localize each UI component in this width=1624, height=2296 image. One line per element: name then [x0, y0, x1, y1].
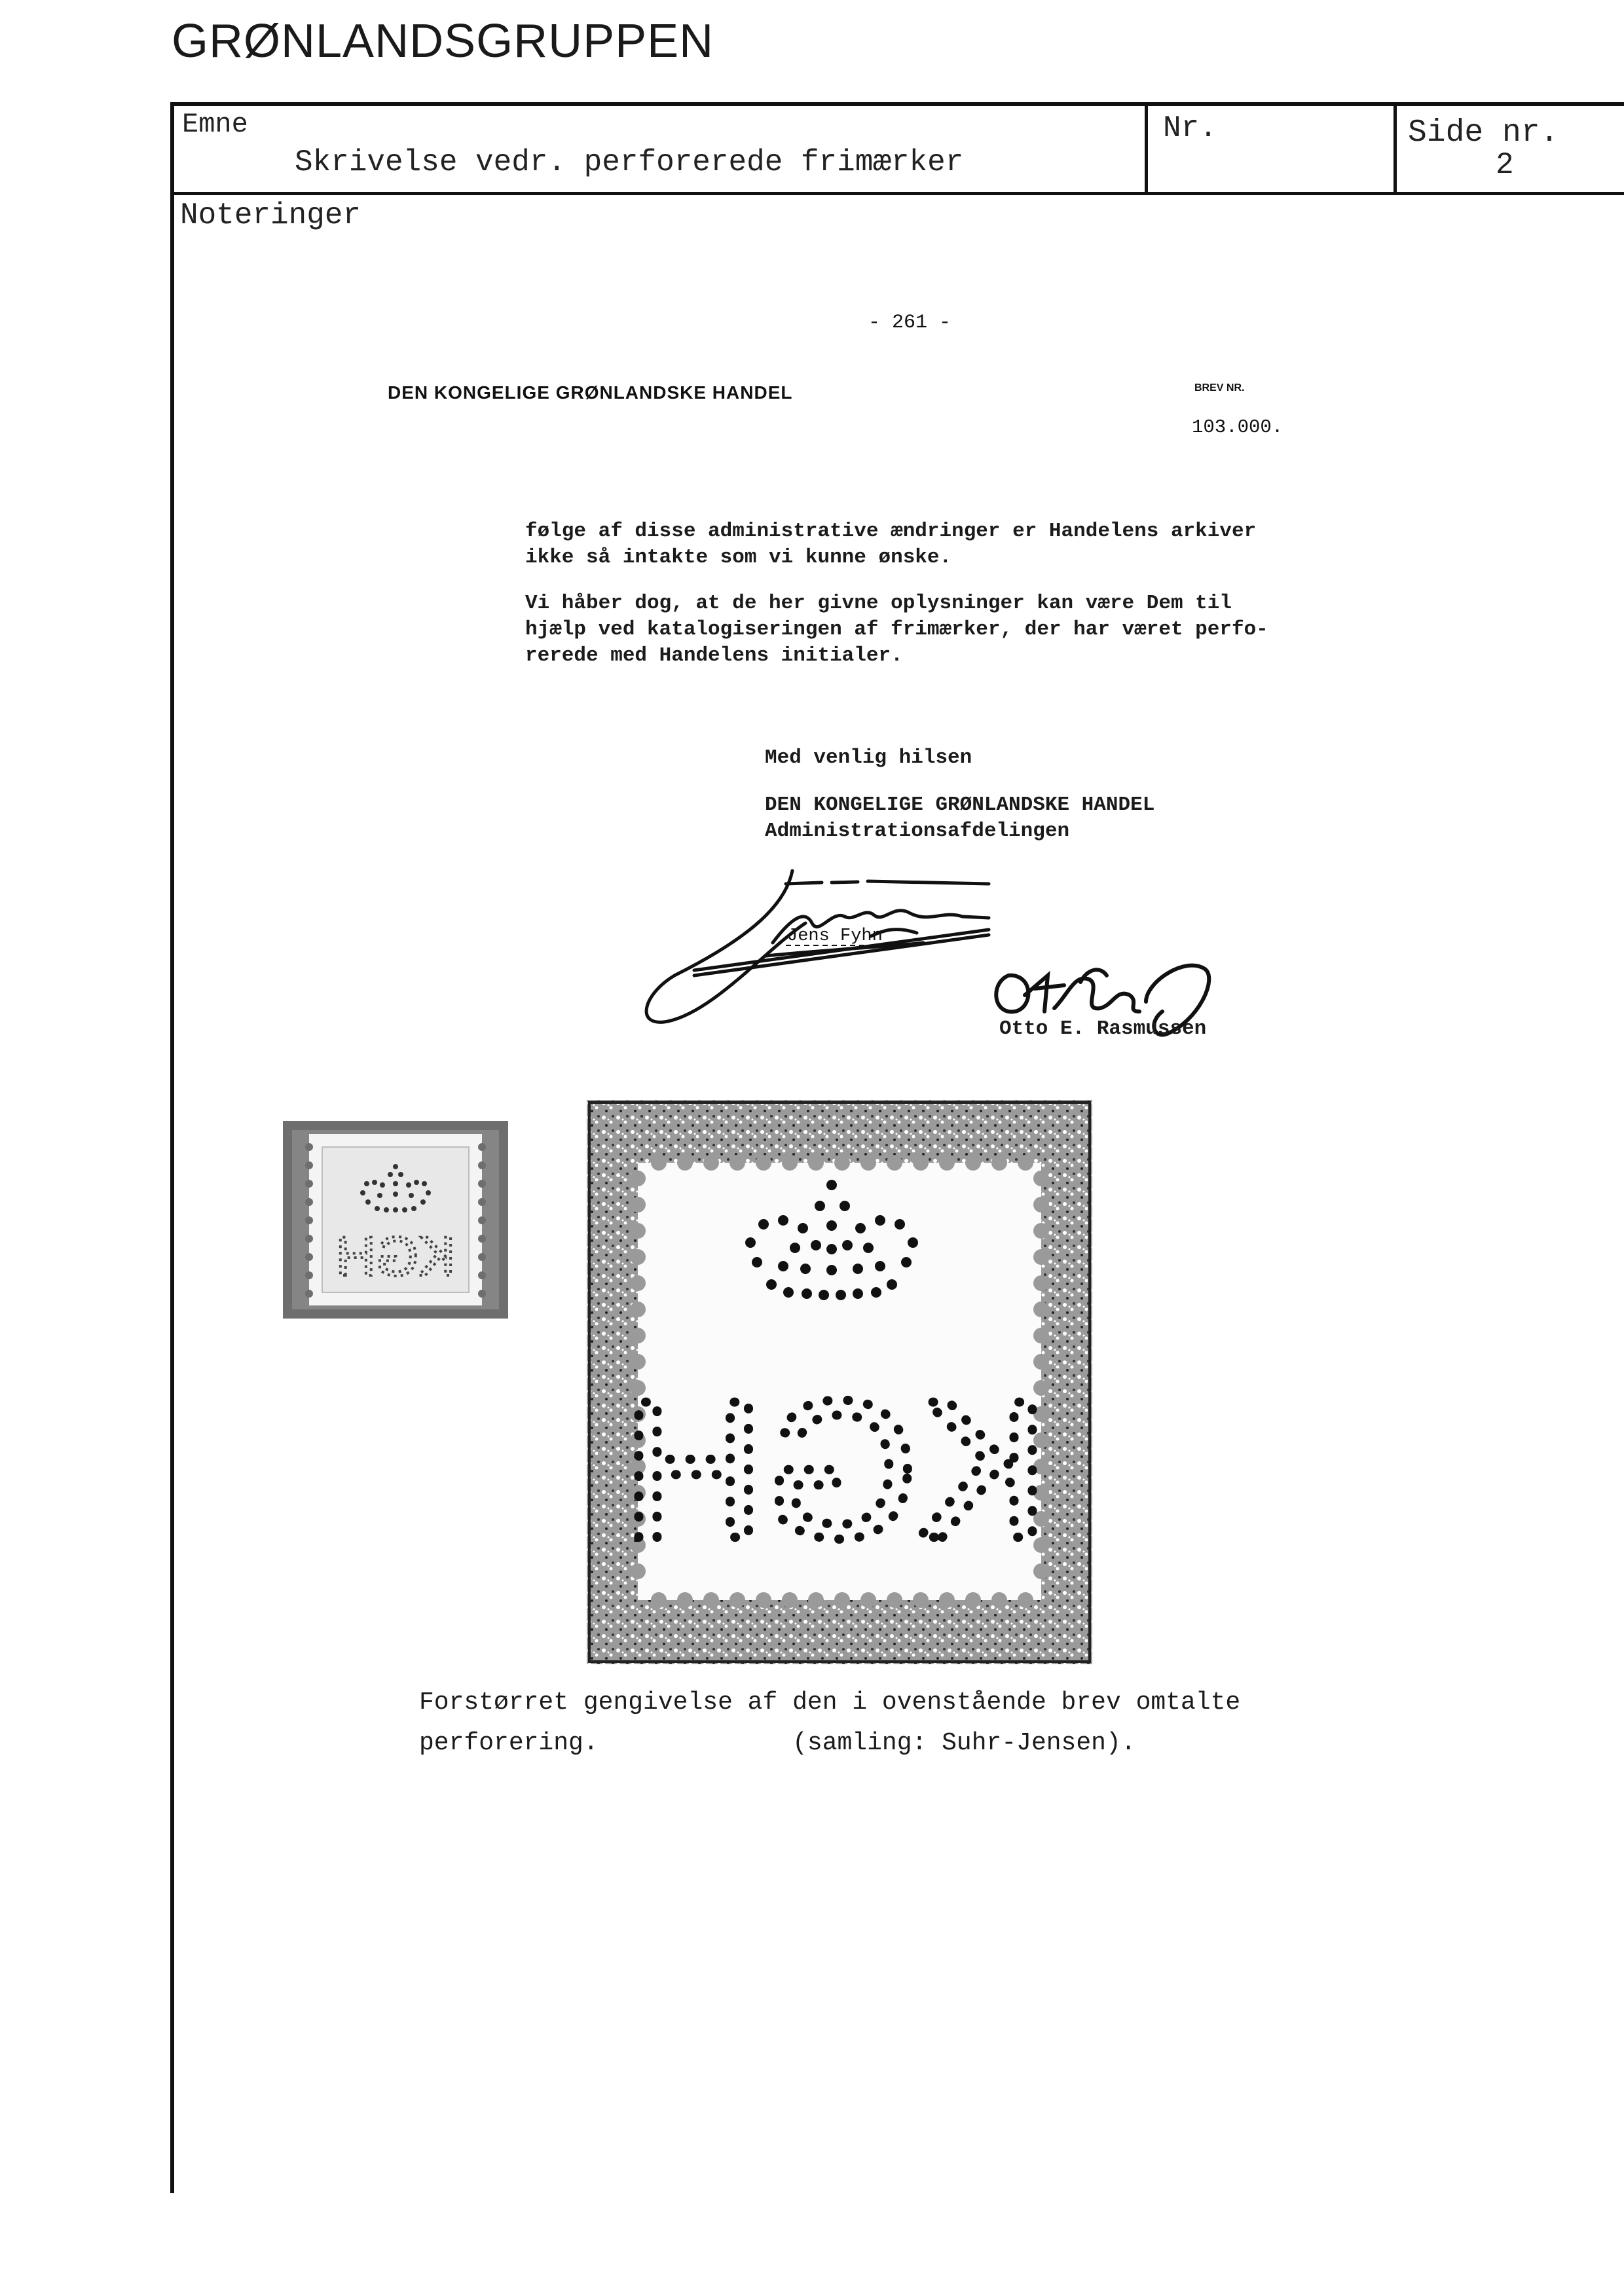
sender-department: Administrationsafdelingen	[765, 820, 1070, 843]
side-divider	[1393, 102, 1397, 194]
small-stamp-initials: KGH	[335, 1226, 456, 1287]
paragraph-2-line-2: hjælp ved katalogiseringen af frimærker, der har været perfo-	[525, 618, 1268, 641]
side-value: 2	[1496, 148, 1514, 182]
paragraph-1-line-1: følge af disse administrative ændringer er Handelens arkiver	[525, 520, 1257, 543]
letter-page-number: - 261 -	[868, 312, 951, 334]
emne-label: Emne	[182, 109, 248, 140]
paragraph-2-line-1: Vi håber dog, at de her givne oplysninger kan være Dem til	[525, 592, 1232, 615]
letter-closing: Med venlig hilsen	[765, 746, 972, 769]
side-label: Side nr.	[1408, 115, 1559, 151]
noteringer-label: Noteringer	[180, 198, 361, 232]
enlarged-stamp-image	[587, 1100, 1092, 1664]
letter-paragraph-2	[525, 591, 1268, 669]
enlarged-stamp-initials: KGH	[622, 1359, 1049, 1579]
table-top-border	[172, 102, 1624, 106]
nr-divider	[1145, 102, 1148, 194]
signer-1-name: Jens Fyhn	[787, 926, 883, 946]
brand-title: GRØNLANDSGRUPPEN	[172, 15, 714, 67]
letter-company-heading: DEN KONGELIGE GRØNLANDSKE HANDEL	[388, 382, 793, 403]
letter-ref-value: 103.000.	[1192, 416, 1283, 438]
small-stamp-image	[283, 1121, 508, 1319]
table-mid-border	[172, 192, 1624, 195]
caption-line-1: Forstørret gengivelse af den i ovenstående brev omtalte	[419, 1688, 1241, 1717]
caption-line-2: perforering. (samling: Suhr-Jensen).	[419, 1729, 1136, 1757]
letter-ref-label: BREV NR.	[1194, 382, 1245, 393]
signer-2-name: Otto E. Rasmussen	[999, 1017, 1207, 1040]
caption	[419, 1683, 1240, 1764]
paragraph-1-line-2: ikke så intakte som vi kunne ønske.	[525, 546, 952, 569]
nr-label: Nr.	[1163, 111, 1217, 145]
signature-1	[635, 864, 1002, 1034]
sender-company: DEN KONGELIGE GRØNLANDSKE HANDEL	[765, 793, 1155, 816]
letter-paragraph-1	[525, 519, 1256, 571]
paragraph-2-line-3: rerede med Handelens initialer.	[525, 644, 903, 667]
emne-value: Skrivelse vedr. perforerede frimærker	[295, 145, 964, 179]
table-left-border	[170, 102, 174, 2193]
